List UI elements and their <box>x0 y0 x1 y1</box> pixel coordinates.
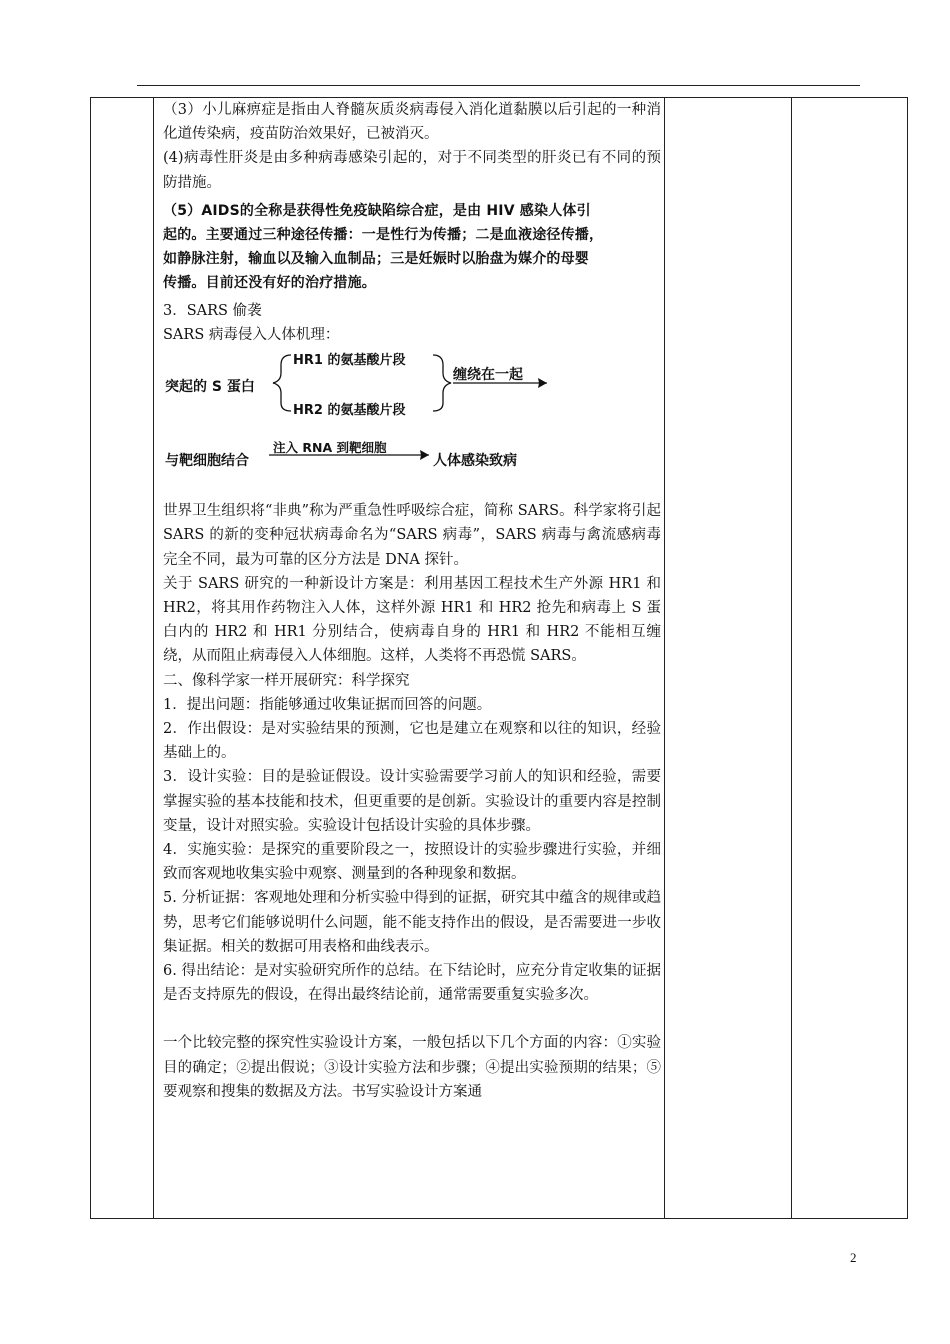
header-rule <box>137 85 860 86</box>
step-conclusion: 6. 得出结论：是对实验研究所作的总结。在下结论时，应充分肯定收集的证据是否支持原先的假设，在得出最终结论前，通常需要重复实验多次。 <box>163 963 661 1004</box>
aids-line: （5）AIDS的全称是获得性免疫缺陷综合症，是由 HIV 感染人体引 <box>163 202 591 219</box>
aids-line: 如静脉注射，输血以及输入血制品；三是妊娠时以胎盘为媒介的母婴 <box>163 250 589 267</box>
paragraph-sars-design: 关于 SARS 研究的一种新设计方案是：利用基因工程技术生产外源 HR1 和 HR2，将其用作药物注入人体，这样外源 HR1 和 HR2 抢先和病毒上 S 蛋白内的 HR2 和 HR1 分别结合，使病毒自身的 HR1 和 HR2 不能相互缠绕，从而阻止病毒侵入人体细胞。这样，人类将不再恐慌 SARS。 <box>163 575 661 665</box>
diagram-branch-bottom: HR2 的氨基酸片段 <box>293 403 406 419</box>
step-conduct-experiment: 4．实施实验：是探究的重要阶段之一，按照设计的实验步骤进行实验，并细致而客观地收集实验中观察、测量到的各种现象和数据。 <box>163 842 661 883</box>
page-number: 2 <box>850 1250 857 1265</box>
sars-mechanism-diagram <box>163 347 661 499</box>
column-divider <box>153 98 154 1218</box>
step-hypothesis: 2．作出假设：是对实验结果的预测，它也是建立在观察和以往的知识，经验基础上的。 <box>163 721 661 762</box>
arrow-head-icon <box>538 378 547 388</box>
column-divider <box>664 98 665 1218</box>
step-design-experiment: 3．设计实验：目的是验证假设。设计实验需要学习前人的知识和经验，需要掌握实验的基本技能和技术，但更重要的是创新。实验设计的重要内容是控制变量，设计对照实验。实验设计包括设计实验的具体步骤。 <box>163 769 661 834</box>
diagram-merge-label: 缠绕在一起 <box>453 367 523 384</box>
aids-line: 传播。目前还没有好的治疗措施。 <box>163 274 376 291</box>
brace-icon <box>433 355 451 411</box>
arrow-head-icon <box>420 450 429 460</box>
content-cell <box>163 98 661 1104</box>
diagram-step2-to: 人体感染致病 <box>433 453 517 470</box>
column-divider <box>791 98 792 1218</box>
step-analyze-evidence: 5. 分析证据：客观地处理和分析实验中得到的证据，研究其中蕴含的规律或趋势，思考它们能够说明什么问题，能不能支持作出的假设，是否需要进一步收集证据。相关的数据可用表格和曲线表示。 <box>163 890 661 955</box>
blank-line <box>163 1007 661 1031</box>
paragraph-who: 世界卫生组织将“非典”称为严重急性呼吸综合症，简称 SARS。科学家将引起 SARS 的新的变种冠状病毒命名为“SARS 病毒”，SARS 病毒与禽流感病毒完全不同，最为可靠的区分方法是 DNA 探针。 <box>163 503 661 568</box>
diagram-step2-from: 与靶细胞结合 <box>165 453 249 470</box>
diagram-step2-arrow-label: 注入 RNA 到靶细胞 <box>273 440 387 456</box>
sars-heading: 3．SARS 偷袭 <box>163 302 262 319</box>
step-ask-question: 1．提出问题：指能够通过收集证据而回答的问题。 <box>163 696 492 713</box>
diagram-branch-top: HR1 的氨基酸片段 <box>293 353 406 369</box>
brace-icon <box>273 355 291 411</box>
section-heading-inquiry: 二、像科学家一样开展研究：科学探究 <box>163 672 410 689</box>
aids-line: 起的。主要通过三种途径传播：一是性行为传播；二是血液途径传播， <box>163 226 604 243</box>
aids-paragraph-image <box>163 199 661 295</box>
diagram-source-label: 突起的 S 蛋白 <box>165 379 255 396</box>
diagram-arrows <box>163 347 661 499</box>
paragraph-design-plan: 一个比较完整的探究性实验设计方案，一般包括以下几个方面的内容：①实验目的确定；②提出假说；③设计实验方法和步骤；④提出实验预期的结果；⑤要观察和搜集的数据及方法。书写实验设计方案通 <box>163 1035 661 1100</box>
sars-mechanism-title: SARS 病毒侵入人体机理： <box>163 327 340 344</box>
paragraph-hepatitis: (4)病毒性肝炎是由多种病毒感染引起的，对于不同类型的肝炎已有不同的预防措施。 <box>163 150 661 191</box>
paragraph-polio: （3）小儿麻痹症是指由人脊髓灰质炎病毒侵入消化道黏膜以后引起的一种消化道传染病，疫苗防治效果好，已被消灭。 <box>163 102 661 143</box>
